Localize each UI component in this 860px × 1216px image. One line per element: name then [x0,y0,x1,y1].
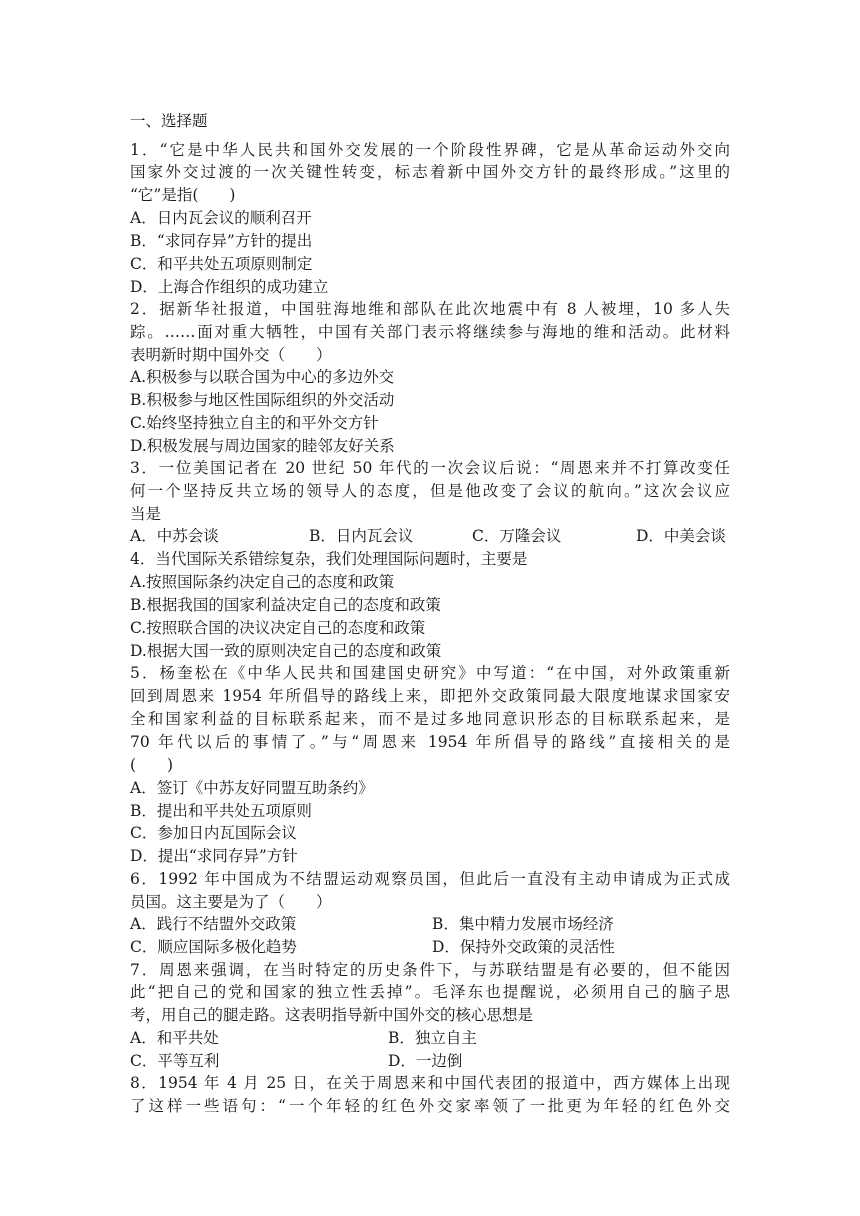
q1-option-b: B．“求同存异”方针的提出 [130,232,313,250]
q4-stem-line-1: 4．当代国际关系错综复杂，我们处理国际问题时，主要是 [130,550,528,568]
q1-option-c: C．和平共处五项原则制定 [130,255,313,273]
q4-option-a: A.按照国际条约决定自己的态度和政策 [130,573,395,591]
q2-option-a: A.积极参与以联合国为中心的多边外交 [130,368,395,386]
q7-option-b: B．独立自主 [388,1029,477,1047]
q7-stem-line-2: 此“把自己的党和国家的独立性丢掉”。毛泽东也提醒说，必须用自己的脑子思 [130,983,730,1001]
q3-option-b: B．日内瓦会议 [309,527,414,545]
q7-option-a: A．和平共处 [130,1029,219,1047]
q2-option-c: C.始终坚持独立自主的和平外交方针 [130,414,379,432]
q3-option-d: D．中美会谈 [636,527,726,545]
q6-option-b: B．集中精力发展市场经济 [432,915,614,933]
q3-option-a: A．中苏会谈 [130,527,219,545]
q2-stem-line-1: 2．据新华社报道，中国驻海地维和部队在此次地震中有 8 人被埋，10 多人失 [130,300,730,318]
q3-option-c: C．万隆会议 [472,527,562,545]
q3-stem-line-2: 何一个坚持反共立场的领导人的态度，但是他改变了会议的航向。”这次会议应 [130,482,730,500]
q7-option-d: D．一边倒 [388,1052,463,1070]
q1-option-a: A．日内瓦会议的顺利召开 [130,209,312,227]
q3-stem-line-1: 3．一位美国记者在 20 世纪 50 年代的一次会议后说：“周恩来并不打算改变任 [130,459,730,477]
q7-stem-line-1: 7．周恩来强调，在当时特定的历史条件下，与苏联结盟是有必要的，但不能因 [130,961,730,979]
q4-option-d: D.根据大国一致的原则决定自己的态度和政策 [130,642,442,660]
q2-option-b: B.积极参与地区性国际组织的外交活动 [130,391,395,409]
q5-option-b: B．提出和平共处五项原则 [130,802,312,820]
q2-stem-line-3: 表明新时期中国外交（ ） [130,346,332,364]
q5-stem-line-3: 全和国家利益的目标联系起来，而不是过多地同意识形态的目标联系起来，是 [130,710,730,728]
q4-option-c: C.按照联合国的决议决定自己的态度和政策 [130,619,426,637]
q1-stem-line-1: 1．“它是中华人民共和国外交发展的一个阶段性界碑，它是从革命运动外交向 [130,141,730,159]
q7-stem-line-3: 考，用自己的腿走路。这表明指导新中国外交的核心思想是 [130,1006,534,1024]
q3-stem-line-3: 当是 [130,505,162,523]
q6-option-c: C．顺应国际多极化趋势 [130,938,297,956]
q1-option-d: D．上海合作组织的成功建立 [130,278,329,296]
q2-option-d: D.积极发展与周边国家的睦邻友好关系 [130,437,395,455]
q8-stem-line-1: 8．1954 年 4 月 25 日，在关于周恩来和中国代表团的报道中，西方媒体上出现 [130,1074,730,1092]
q5-stem-line-4: 70 年代以后的事情了。”与“周恩来 1954 年所倡导的路线”直接相关的是 [130,733,730,751]
q8-stem-line-2: 了这样一些语句：“一个年轻的红色外交家率领了一批更为年轻的红色外交 [130,1097,730,1115]
q7-option-c: C．平等互利 [130,1052,220,1070]
q6-option-a: A．践行不结盟外交政策 [130,915,297,933]
q5-stem-line-5: ( ) [130,756,174,774]
q5-option-a: A．签订《中苏友好同盟互助条约》 [130,779,374,797]
q5-option-c: C．参加日内瓦国际会议 [130,824,297,842]
q2-stem-line-2: 踪。……面对重大牺牲，中国有关部门表示将继续参与海地的维和活动。此材料 [130,323,730,341]
q6-option-d: D．保持外交政策的灵活性 [432,938,615,956]
q6-stem-line-2: 员国。这主要是为了（ ） [130,893,332,911]
q5-stem-line-1: 5．杨奎松在《中华人民共和国建国史研究》中写道：“在中国，对外政策重新 [130,664,730,682]
q5-stem-line-2: 回到周恩来 1954 年所倡导的路线上来，即把外交政策同最大限度地谋求国家安 [130,687,730,705]
q5-option-d: D．提出“求同存异”方针 [130,847,298,865]
q6-stem-line-1: 6．1992 年中国成为不结盟运动观察员国，但此后一直没有主动申请成为正式成 [130,870,730,888]
q1-stem-line-3: “它”是指( ) [130,186,236,204]
q4-option-b: B.根据我国的国家利益决定自己的态度和政策 [130,596,441,614]
q1-stem-line-2: 国家外交过渡的一次关键性转变，标志着新中国外交方针的最终形成。”这里的 [130,163,730,181]
section-title: 一、选择题 [130,112,208,130]
